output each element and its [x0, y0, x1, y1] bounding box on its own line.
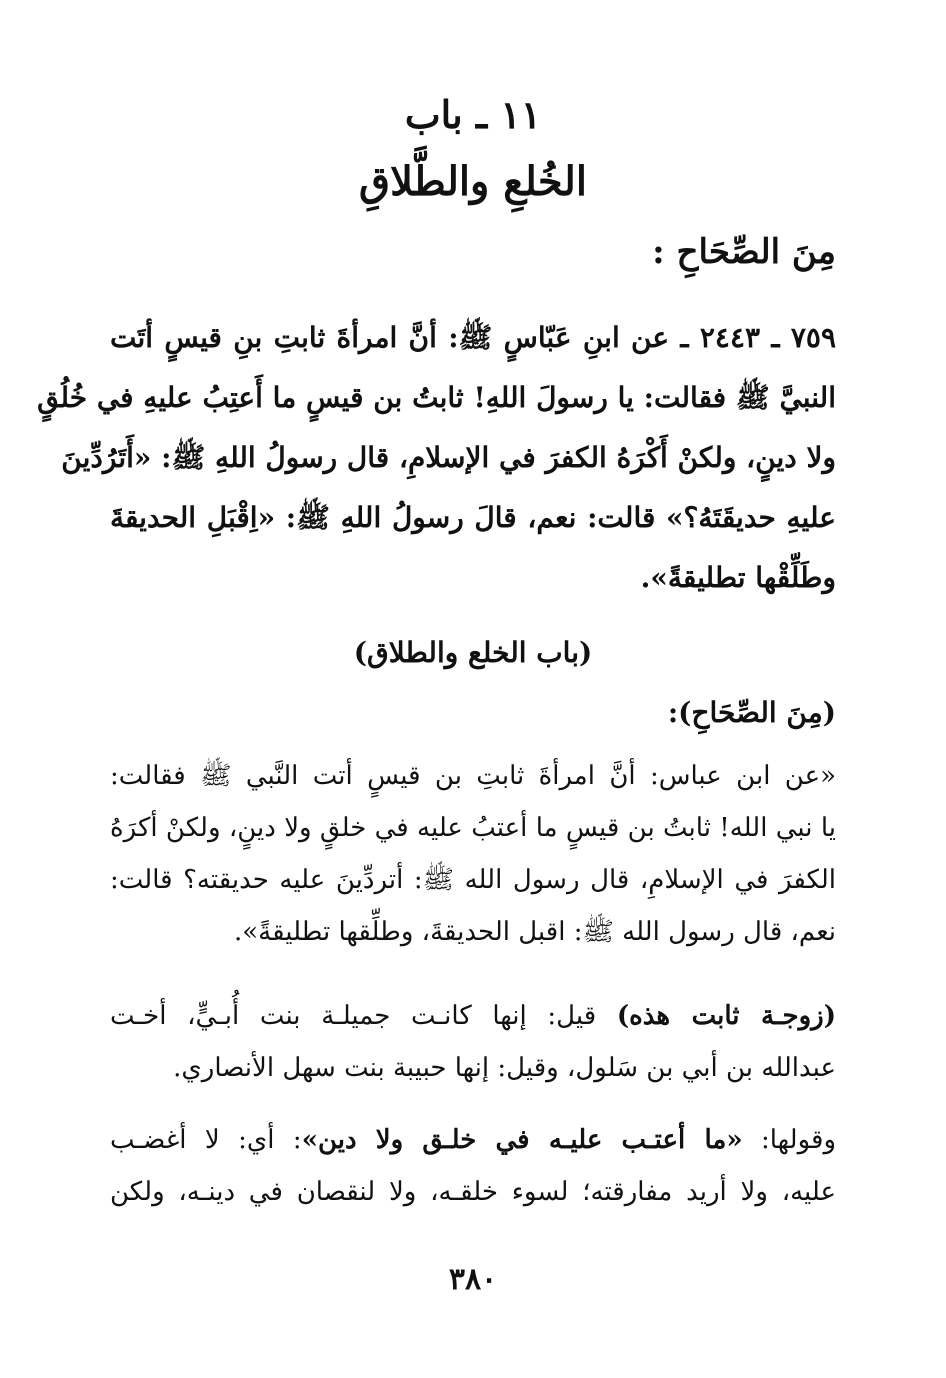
text-line	[110, 990, 836, 1042]
text-span: : أي: لا أغضـب	[110, 1125, 302, 1155]
hadith-line: النبيَّ ﷺ فقالت: يا رسولَ اللهِ! ثابتُ بن قيسٍ ما أَعتِبُ عليهِ في خُلُقٍ	[37, 381, 836, 414]
page-number: ٣٨٠	[448, 1262, 498, 1297]
hadith-line: عليهِ حديقَتَهُ؟» قالت: نعم، قالَ رسولُ اللهِ ﷺ: «اِقْبَلِ الحديقةَ	[110, 501, 836, 534]
hadith-text	[37, 308, 836, 608]
text-line: يا نبي الله! ثابتُ بن قيسٍ ما أعتبُ عليه في خلقٍ ولا دينٍ، ولكنْ أكرَهُ	[110, 813, 836, 843]
commentary-heading: (باب الخلع والطلاق)	[353, 636, 593, 669]
hadith-line: ولا دينٍ، ولكنْ أَكْرَهُ الكفرَ في الإسلامِ، قال رسولُ اللهِ ﷺ: «أَتَرُدِّينَ	[61, 441, 836, 474]
commentary-paragraph-3	[110, 1114, 836, 1218]
section-heading: مِنَ الصِّحَاحِ :	[652, 232, 836, 272]
bold-term: (زوجـة ثابت هذه)	[616, 1001, 837, 1031]
bold-quote: «ما أعتـب عليـه في خلـق ولا دين»	[301, 1125, 743, 1155]
text-line: نعم، قال رسول الله ﷺ: اقبل الحديقةَ، وطلِّقها تطليقةً».	[233, 917, 836, 947]
text-line: عبدالله بن أبي بن سَلول، وقيل: إنها حبيبة بنت سهل الأنصاري.	[173, 1053, 836, 1083]
hadith-line: وطَلِّقْها تطليقةً».	[640, 561, 836, 594]
commentary-paragraph-2	[110, 990, 836, 1094]
commentary-subheading: (مِنَ الصِّحَاحِ):	[667, 696, 836, 729]
text-line: عليه، ولا أريد مفارقته؛ لسوء خلقـه، ولا لنقصان في دينـه، ولكن	[110, 1177, 836, 1207]
chapter-title: الخُلعِ والطَّلاقِ	[359, 158, 587, 205]
text-line: الكفرَ في الإسلامِ، قال رسول الله ﷺ: أتردِّينَ عليه حديقته؟ قالت:	[110, 865, 836, 895]
hadith-line: ٧٥٩ ـ ٢٤٤٣ ـ عن ابنِ عَبّاسٍ ﷺ: أنَّ امرأةَ ثابتِ بنِ قيسٍ أتَت	[110, 321, 836, 354]
chapter-heading: ١١ ـ باب	[404, 92, 542, 137]
text-line	[110, 1114, 836, 1166]
commentary-paragraph-1	[110, 750, 836, 958]
text-line: «عن ابن عباس: أنَّ امرأةَ ثابتِ بن قيسٍ أتت النَّبي ﷺ فقالت:	[110, 761, 836, 791]
text-span: وقولها:	[742, 1125, 836, 1155]
text-span: قيل: إنها كانـت جميلـة بنت أُبـيٍّ، أخـت	[110, 1001, 597, 1031]
